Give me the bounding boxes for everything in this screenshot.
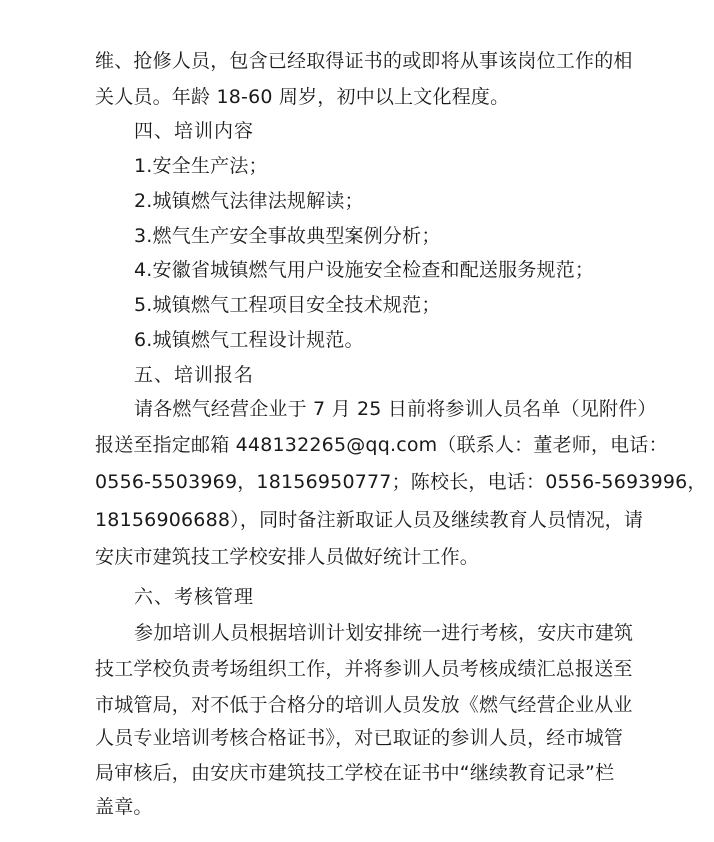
list-item: 3.燃气生产安全事故典型案例分析； [134, 225, 441, 247]
body-text-line: 技工学校负责考场组织工作，并将参训人员考核成绩汇总报送至 [95, 658, 633, 680]
list-item: 6.城镇燃气工程设计规范。 [134, 329, 364, 351]
body-text-line: 维、抢修人员，包含已经取得证书的或即将从事该岗位工作的相 [95, 50, 633, 72]
body-text-line: 安庆市建筑技工学校安排人员做好统计工作。 [95, 546, 480, 568]
list-item: 5.城镇燃气工程项目安全技术规范； [134, 294, 441, 316]
body-text-line: 0556-5503969，18156950777；陈校长，电话：0556-5693996， [95, 471, 707, 493]
body-text-line: 关人员。年龄 18-60 周岁，初中以上文化程度。 [95, 86, 510, 108]
body-text-line: 参加培训人员根据培训计划安排统一进行考核，安庆市建筑 [134, 622, 634, 644]
list-item: 2.城镇燃气法律法规解读； [134, 190, 364, 212]
body-text-line: 报送至指定邮箱 448132265@qq.com（联系人：董老师，电话： [95, 434, 668, 456]
body-text-line: 18156906688），同时备注新取证人员及继续教育人员情况，请 [95, 509, 644, 531]
body-text-line: 人员专业培训考核合格证书》，对已取证的参训人员，经市城管 [95, 727, 624, 749]
section-heading-assessment: 六、考核管理 [134, 586, 255, 608]
list-item: 1.安全生产法； [134, 155, 268, 177]
section-heading-registration: 五、培训报名 [134, 364, 255, 386]
body-text-line: 盖章。 [95, 796, 153, 818]
body-text-line: 市城管局，对不低于合格分的培训人员发放《燃气经营企业从业 [95, 694, 633, 716]
list-item: 4.安徽省城镇燃气用户设施安全检查和配送服务规范； [134, 259, 595, 281]
section-heading-training-content: 四、培训内容 [134, 120, 255, 142]
body-text-line: 请各燃气经营企业于 7 月 25 日前将参训人员名单（见附件） [134, 398, 657, 420]
body-text-line: 局审核后，由安庆市建筑技工学校在证书中“继续教育记录”栏 [95, 762, 615, 784]
